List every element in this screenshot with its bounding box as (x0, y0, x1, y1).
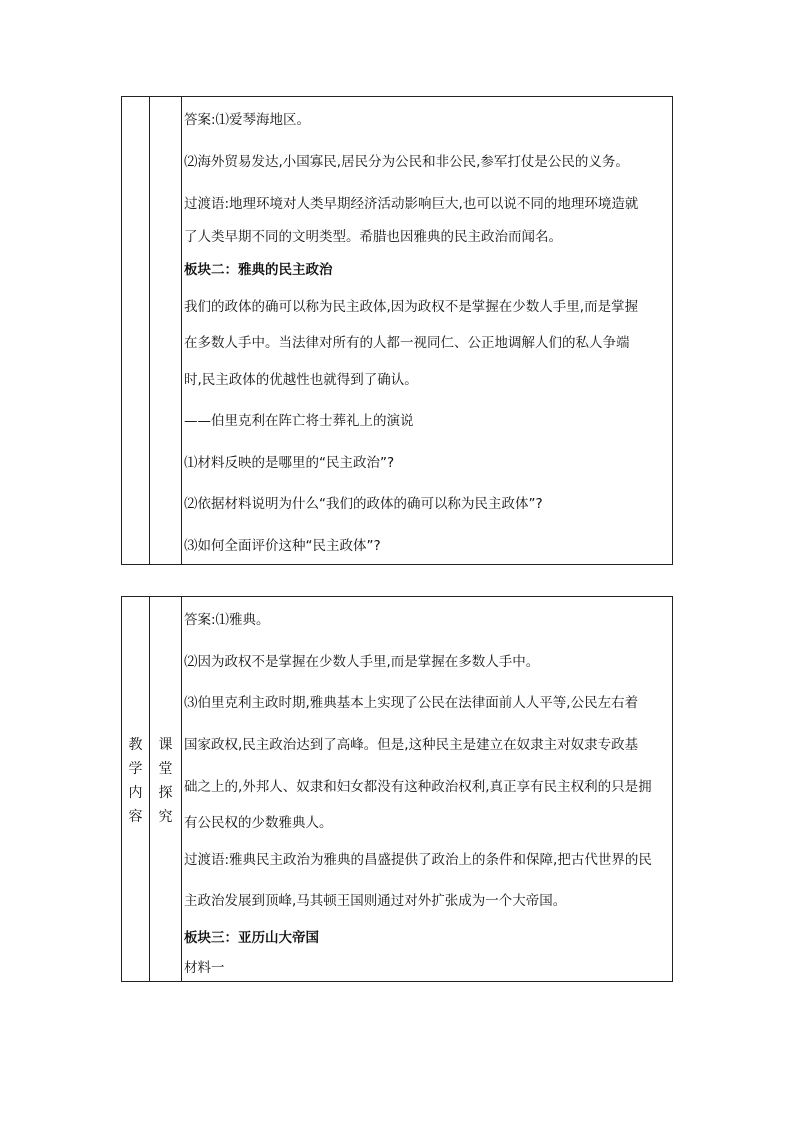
question-line: ⑶如何全面评价这种“民主政体”? (184, 538, 381, 554)
section-column (122, 597, 150, 981)
material-source: ——伯里克利在阵亡将士葬礼上的演说 (184, 413, 414, 429)
question-line: ⑴材料反映的是哪里的“民主政治”? (184, 455, 395, 471)
answer-line: 答案:⑴雅典。 (184, 612, 270, 628)
material-line: 在多数人手中。当法律对所有的人都一视同仁、公正地调解人们的私人争端 (184, 335, 630, 351)
transition-line: 过渡语:雅典民主政治为雅典的昌盛提供了政治上的条件和保障,把古代世界的民 (184, 852, 652, 868)
transition-line: 过渡语:地理环境对人类早期经济活动影响巨大,也可以说不同的地理环境造就 (184, 196, 639, 212)
section-column (122, 97, 150, 564)
material-label: 材料一 (184, 960, 225, 976)
transition-line: 主政治发展到顶峰,马其顿王国则通过对外扩张成为一个大帝国。 (184, 893, 567, 909)
section-heading: 板块二：雅典的民主政治 (184, 262, 333, 278)
section-heading: 板块三：亚历山大帝国 (184, 930, 319, 946)
section-label: 教 学 内 容 (128, 737, 143, 825)
material-line: 我们的政体的确可以称为民主政体,因为政权不是掌握在少数人手里,而是掌握 (184, 299, 639, 315)
subsection-column (150, 597, 182, 981)
subsection-column (150, 97, 182, 564)
material-line: 时,民主政体的优越性也就得到了确认。 (184, 372, 418, 388)
question-line: ⑵依据材料说明为什么“我们的政体的确可以称为民主政体”? (184, 496, 543, 512)
answer-line: 国家政权,民主政治达到了高峰。但是,这种民主是建立在奴隶主对奴隶专政基 (184, 737, 639, 753)
answer-line: ⑶伯里克利主政时期,雅典基本上实现了公民在法律面前人人平等,公民左右着 (184, 695, 639, 711)
answer-line: 有公民权的少数雅典人。 (184, 815, 333, 831)
lesson-table-1 (121, 96, 673, 565)
answer-line: ⑵海外贸易发达,小国寡民,居民分为公民和非公民,参军打仗是公民的义务。 (184, 154, 629, 170)
transition-line: 了人类早期不同的文明类型。希腊也因雅典的民主政治而闻名。 (184, 229, 562, 245)
answer-line: 答案:⑴爱琴海地区。 (184, 112, 311, 128)
answer-line: ⑵因为政权不是掌握在少数人手里,而是掌握在多数人手中。 (184, 654, 540, 670)
subsection-label: 课 堂 探 究 (158, 737, 173, 825)
answer-line: 础之上的,外邦人、奴隶和妇女都没有这种政治权利,真正享有民主权利的只是拥 (184, 779, 652, 795)
lesson-table-2 (121, 596, 673, 982)
